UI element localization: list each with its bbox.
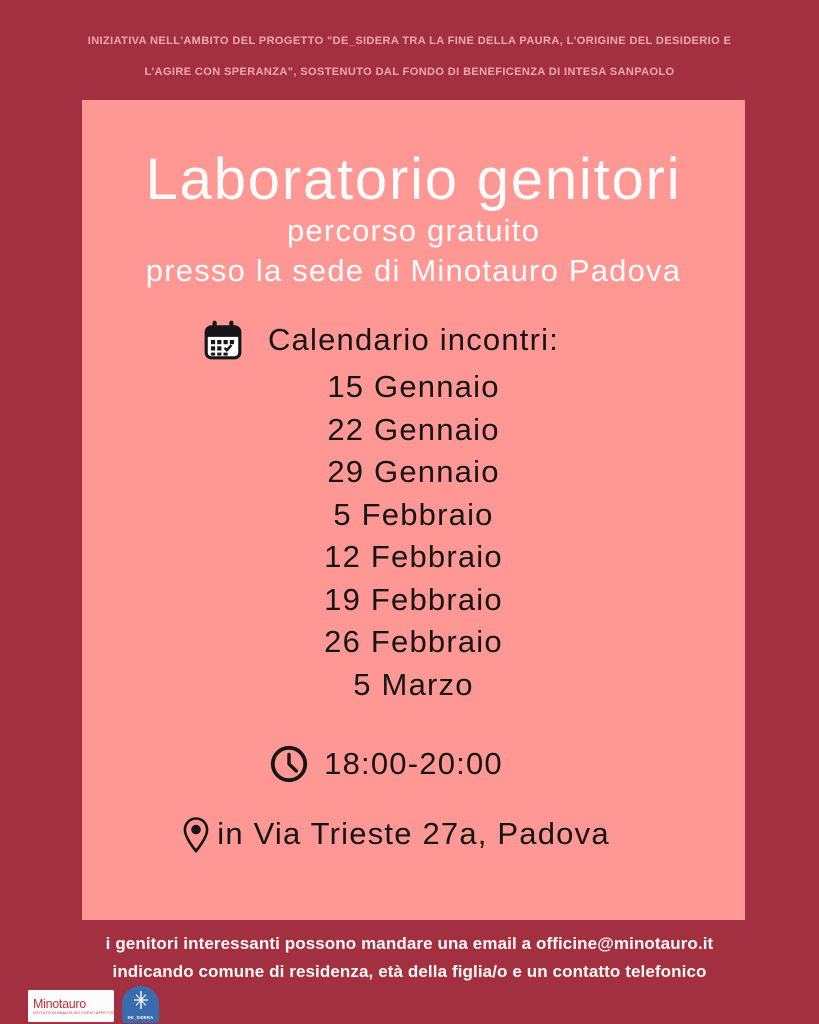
clock-icon	[268, 743, 310, 785]
date-item: 22 Gennaio	[327, 411, 500, 447]
calendar-label: Calendario incontri:	[267, 322, 560, 357]
dates-list	[82, 366, 745, 706]
event-card	[82, 100, 745, 920]
footer-line-1: i genitori interessanti possono mandare una email a officine@minotauro.it	[105, 934, 714, 953]
minotauro-name: Minotauro	[33, 996, 86, 1011]
date-item: 26 Febbraio	[324, 624, 503, 659]
location-pin-icon	[183, 817, 209, 853]
time-row	[82, 741, 745, 787]
date-item: 12 Febbraio	[324, 539, 503, 574]
subtitle-line-2: presso la sede di Minotauro Padova	[145, 253, 682, 288]
date-item: 5 Marzo	[353, 666, 474, 702]
date-item: 15 Gennaio	[327, 369, 500, 404]
calendar-icon	[202, 319, 244, 361]
desidera-name: DE_SIDERA	[127, 1015, 154, 1020]
star-sparkle-icon	[132, 990, 150, 1010]
calendar-row	[82, 318, 745, 362]
date-item: 5 Febbraio	[333, 496, 494, 532]
minotauro-logo	[28, 990, 114, 1022]
project-header	[0, 26, 819, 88]
location-row	[82, 814, 745, 854]
time-text: 18:00-20:00	[324, 746, 503, 781]
footer-line-2: indicando comune di residenza, età della figlia/o e un contatto telefonico	[112, 962, 707, 981]
date-item: 29 Gennaio	[327, 454, 500, 489]
header-line-2: L'AGIRE CON SPERANZA", SOSTENUTO DAL FONDO DI BENEFICENZA DI INTESA SANPAOLO	[144, 66, 675, 78]
header-line-1: INIZIATIVA NELL'AMBITO DEL PROGETTO "DE_SIDERA TRA LA FINE DELLA PAURA, L'ORIGINE DEL DESIDERIO E	[87, 35, 732, 47]
desidera-logo	[122, 986, 159, 1023]
subtitle-line-1: percorso gratuito	[286, 213, 541, 248]
page-title: Laboratorio genitori	[145, 147, 682, 212]
location-text: in Via Trieste 27a, Padova	[217, 816, 610, 851]
minotauro-tagline: ISTITUTO DI ANALISI DEI CODICI AFFETTIVI	[33, 1010, 116, 1015]
footer-contact	[0, 930, 819, 986]
date-item: 19 Febbraio	[324, 581, 503, 617]
